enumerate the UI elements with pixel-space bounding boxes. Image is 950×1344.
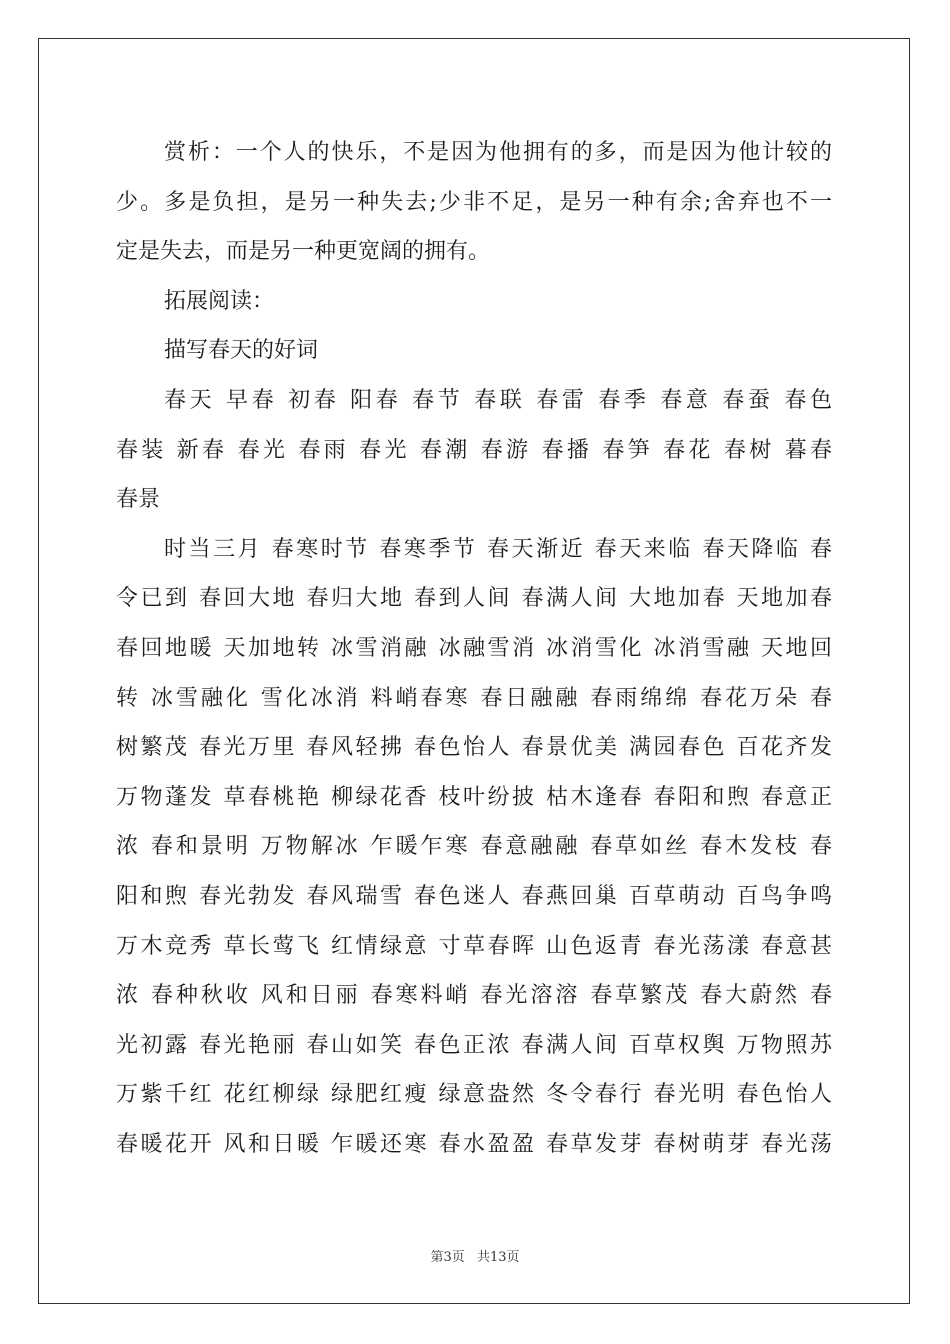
document-body [116,128,832,1169]
word-list-single [116,376,832,525]
text-line: 时当三月 春寒时节 春寒季节 春天渐近 春天来临 春天降临 春 [164,536,832,562]
section-title: 描写春天的好词 [164,338,319,364]
text-line: 万紫千红 花红柳绿 绿肥红瘦 绿意盎然 冬令春行 春光明 春色怡人 [116,1082,832,1108]
text-line: 春暖花开 风和日暖 乍暖还寒 春水盈盈 春草发芽 春树萌芽 春光荡 [116,1131,832,1157]
text-line: 浓 春和景明 万物解冰 乍暖乍寒 春意融融 春草如丝 春木发枝 春 [116,834,832,860]
text-line: 光初露 春光艳丽 春山如笑 春色正浓 春满人间 百草权舆 万物照苏 [116,1032,832,1058]
extended-reading-heading: 拓展阅读： [164,288,275,314]
page-total: 共13页 [476,1250,520,1265]
page-number: 第3页 [430,1250,465,1265]
page-footer [0,1246,950,1265]
appreciation-paragraph [116,128,832,277]
text-line: 定是失去，而是另一种更宽阔的拥有。 [116,239,491,265]
text-line: 浓 春种秋收 风和日丽 春寒料峭 春光溶溶 春草繁茂 春大蔚然 春 [116,983,832,1009]
word-list-phrases [116,525,832,1170]
text-line: 令已到 春回大地 春归大地 春到人间 春满人间 大地加春 天地加春 [116,586,832,612]
text-line: 春装 新春 春光 春雨 春光 春潮 春游 春播 春笋 春花 春树 暮春 [116,437,832,463]
text-line: 春景 [116,487,161,513]
text-line: 万物蓬发 草春桃艳 柳绿花香 枝叶纷披 枯木逢春 春阳和煦 春意正 [116,784,832,810]
text-line: 树繁茂 春光万里 春风轻拂 春色怡人 春景优美 满园春色 百花齐发 [116,735,832,761]
text-line: 万木竞秀 草长莺飞 红情绿意 寸草春晖 山色返青 春光荡漾 春意甚 [116,933,832,959]
text-line: 转 冰雪融化 雪化冰消 料峭春寒 春日融融 春雨绵绵 春花万朵 春 [116,685,832,711]
text-line: 春天 早春 初春 阳春 春节 春联 春雷 春季 春意 春蚕 春色 [164,387,832,413]
text-line: 春回地暖 天加地转 冰雪消融 冰融雪消 冰消雪化 冰消雪融 天地回 [116,635,832,661]
text-line: 阳和煦 春光勃发 春风瑞雪 春色迷人 春燕回巢 百草萌动 百鸟争鸣 [116,883,832,909]
text-line: 赏析：一个人的快乐，不是因为他拥有的多，而是因为他计较的 [164,140,832,165]
text-line: 少。多是负担，是另一种失去;少非不足，是另一种有余;舍弃也不一 [116,189,832,215]
